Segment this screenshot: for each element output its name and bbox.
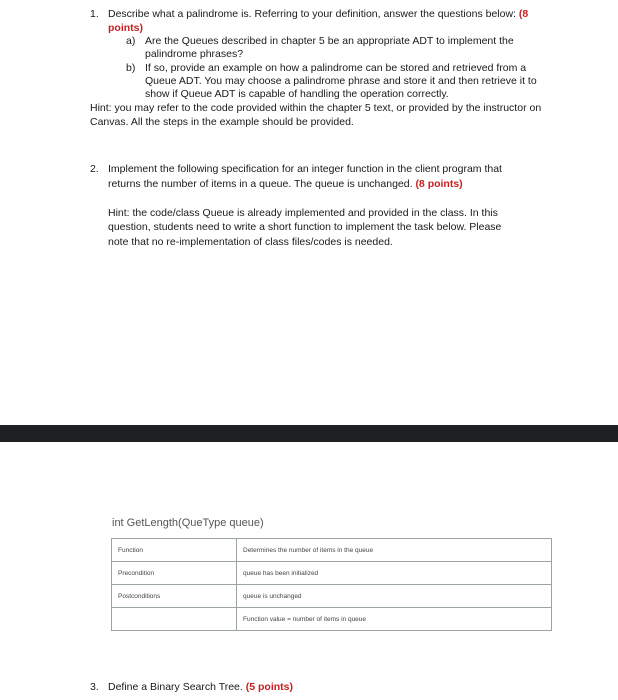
spec-value-cell: queue is unchanged [237,585,552,608]
question-1-text: Describe what a palindrome is. Referring to your definition, answer the questions below: [108,8,516,20]
question-2-hint-line-2: question, students need to write a short function to implement the task below. Please [108,221,502,233]
question-1-hint-line-2: Canvas. All the steps in the example should be provided. [90,116,354,128]
question-2-hint-line-3: note that no re-implementation of class files/codes is needed. [108,236,393,248]
spec-key-cell: Postconditions [112,585,237,608]
spec-key-cell: Precondition [112,562,237,585]
question-3-number: 3. [90,681,99,693]
specification-table [111,538,552,631]
part-b-line-2: Queue ADT. You may choose a palindrome phrase and store it and then retrieve it to [145,75,537,87]
table-row [112,539,552,562]
page-divider [0,425,618,442]
function-signature: int GetLength(QueType queue) [112,517,264,529]
question-2-number: 2. [90,163,99,175]
question-2-line-1: Implement the following specification for an integer function in the client program that [108,163,502,175]
part-a-line-1: Are the Queues described in chapter 5 be an appropriate ADT to implement the [145,35,514,47]
question-1-line [108,7,578,21]
part-b-line-1: If so, provide an example on how a palindrome can be stored and retrieved from a [145,62,527,74]
spec-value-cell: queue has been initialized [237,562,552,585]
spec-value-cell: Determines the number of items in the queue [237,539,552,562]
question-2-points: (8 points) [415,178,463,190]
table-row [112,562,552,585]
question-2-hint-line-1: Hint: the code/class Queue is already implemented and provided in the class. In this [108,207,498,219]
question-1-number: 1. [90,8,99,20]
question-1-points-b: points) [108,22,143,34]
question-2-line-2-wrap [108,177,463,191]
question-3-text: Define a Binary Search Tree. [108,681,243,693]
table-row [112,585,552,608]
part-a-label: a) [126,35,136,47]
spec-value-cell: Function value = number of items in queue [237,608,552,631]
spec-key-cell [112,608,237,631]
question-2-line-2: returns the number of items in a queue. The queue is unchanged. [108,178,413,190]
spec-key-cell: Function [112,539,237,562]
part-a-line-2: palindrome phrases? [145,48,244,60]
table-row [112,608,552,631]
question-1-hint-line-1: Hint: you may refer to the code provided within the chapter 5 text, or provided by the instructor on [90,102,542,114]
question-3-line [108,680,293,694]
question-1-points-a: (8 [518,8,529,20]
part-b-line-3: show if Queue ADT is capable of handling the operation correctly. [145,88,449,100]
part-b-label: b) [126,62,136,74]
question-3-points: (5 points) [245,681,293,693]
